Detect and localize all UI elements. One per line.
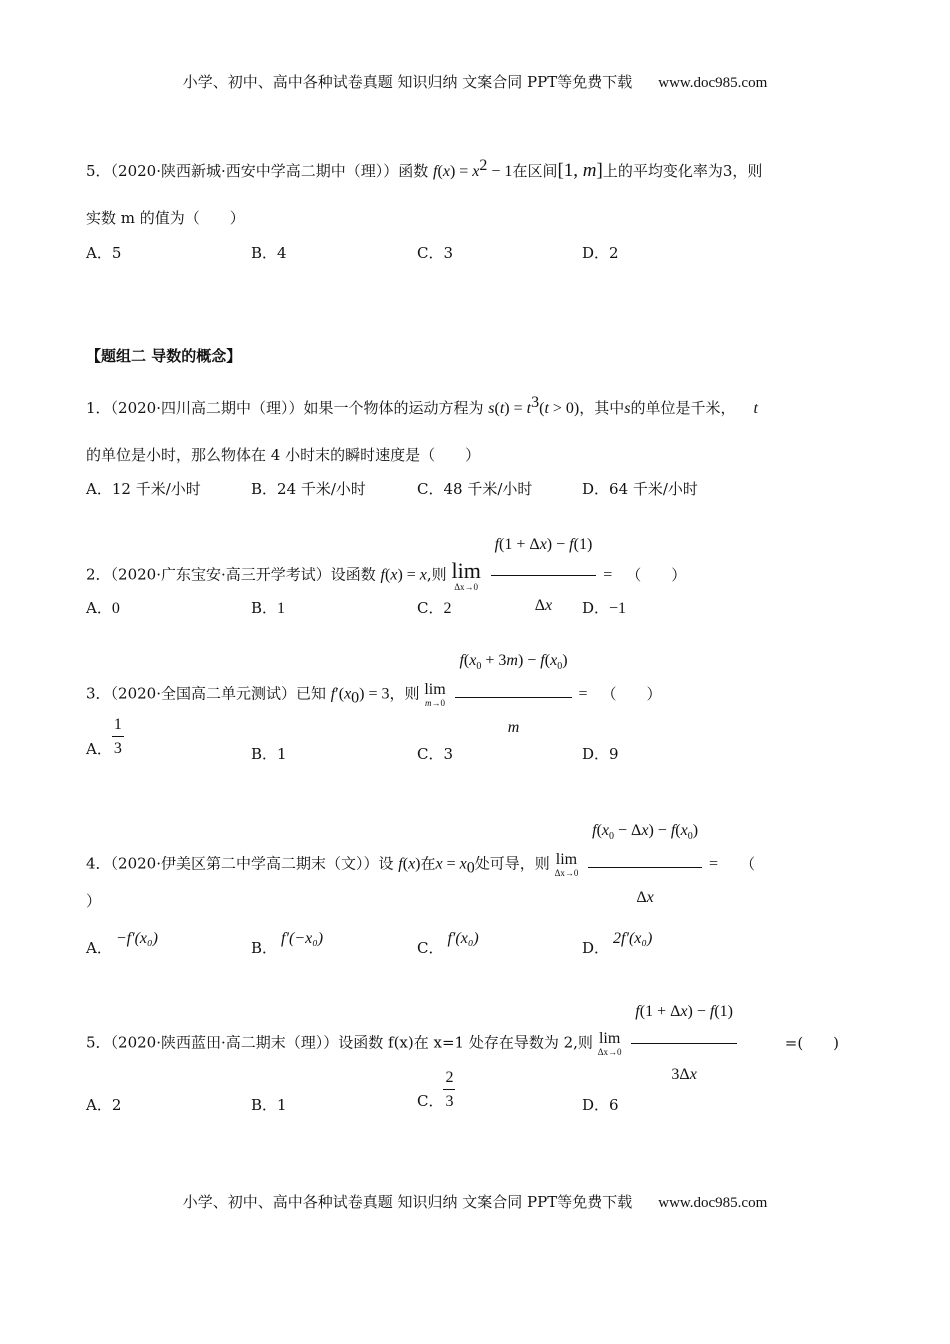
option-d: D．64 千米/小时	[582, 480, 698, 498]
option-c: C．48 千米/小时	[417, 480, 533, 498]
option-d: D．9	[582, 745, 619, 763]
formula-fraction: $\frac{f(1 + \Delta x) - f(1)}{\Delta x}$	[491, 517, 597, 634]
option-b: B．24 千米/小时	[251, 480, 366, 498]
footer-url[interactable]: www.doc985.com	[658, 1195, 768, 1211]
question-2-stem: 2．（2020·广东宝安·高三开学考试）设函数 f(x) = x,则 lim Δx→0 $\frac{f(1 + \Delta x) - f(1)}{\Delta x}$ = （ ）	[86, 517, 686, 634]
formula-interval: [1, m]	[557, 160, 603, 181]
option-c: C． $\frac{2}{3}$	[417, 1069, 454, 1110]
formula-fraction: $\frac{f(x_0 - \Delta x) - f(x_0)}{\Delta x}$	[588, 803, 702, 926]
option-b: B．f′(−x₀)	[251, 930, 324, 957]
question-5a-stem: 5．（2020·陕西新城·西安中学高二期中（理））函数 $f(x) = x^2 - 1$在区间[1, m]上的平均变化率为3，则	[86, 157, 763, 181]
option-a: A．−f′(x₀)	[86, 930, 158, 957]
text: 上的平均变化率为3，则	[602, 162, 763, 180]
header-url[interactable]: www.doc985.com	[658, 75, 768, 91]
option-d: D．2f′(x₀)	[582, 930, 653, 957]
question-source: （2020·伊美区第二中学高二期末（文））设	[110, 854, 394, 873]
option-a: A．5	[86, 244, 122, 262]
option-c: C．f′(x₀)	[417, 930, 479, 957]
formula-motion: s	[488, 400, 495, 417]
formula-fraction: $\frac{f(1 + \Delta x) - f(1)}{3\Delta x}$	[631, 983, 737, 1104]
limit-operator: lim Δx→0	[597, 1029, 622, 1057]
limit-operator: lim Δx→0	[451, 557, 481, 592]
header-text: 小学、初中、高中各种试卷真题 知识归纳 文案合同 PPT等免费下载	[182, 73, 633, 91]
question-source: （2020·广东宝安·高三开学考试）设函数	[110, 565, 376, 584]
question-source: （2020·陕西蓝田·高二期末（理））设函数 f(x)在 x=1 处存在导数为 2,则	[110, 1033, 593, 1052]
question-1-stem: 1．（2020·四川高二期中（理））如果一个物体的运动方程为 $s(t) = t^3(t > 0)$，其中s的单位是千米， t	[86, 394, 758, 417]
page-footer	[0, 1191, 950, 1212]
option-d: D．2	[582, 244, 619, 262]
option-a: A．2	[86, 1096, 122, 1114]
question-4-stem: 4．（2020·伊美区第二中学高二期末（文））设 f(x)在$x = x_0$处可导，则 lim Δx→0 $\frac{f(x_0 - \Delta x) - f(x_0)}{\Delta x}$ = （	[86, 803, 755, 926]
limit-operator: lim m→0	[424, 680, 446, 708]
question-5b-stem: 5．（2020·陕西蓝田·高二期末（理））设函数 f(x)在 x=1 处存在导数为 2,则 lim Δx→0 $\frac{f(1 + \Delta x) - f(1)}{3\Delta x}$ =( )	[86, 983, 839, 1104]
option-a: A． $\frac{1}{3}$	[86, 716, 122, 758]
option-c: C．3	[417, 745, 454, 763]
question-source: （2020·四川高二期中（理））如果一个物体的运动方程为	[110, 399, 484, 417]
question-source: （2020·陕西新城·西安中学高二期中（理））函数	[110, 162, 429, 180]
option-b: B．1	[251, 599, 286, 617]
option-c: C．3	[417, 244, 454, 262]
option-b: B．4	[251, 244, 287, 262]
option-d: D．6	[582, 1096, 619, 1114]
option-a: A．12 千米/小时	[86, 480, 201, 498]
option-d: D．−1	[582, 599, 627, 617]
option-a: A．0	[86, 599, 120, 617]
footer-text: 小学、初中、高中各种试卷真题 知识归纳 文案合同 PPT等免费下载	[182, 1193, 633, 1211]
page-header	[0, 71, 950, 92]
option-b: B．1	[251, 1096, 287, 1114]
question-number: 5．	[86, 162, 111, 180]
formula-fx: f	[433, 163, 438, 180]
section-title: 【题组二 导数的概念】	[86, 347, 242, 365]
text: 在区间	[512, 162, 558, 180]
limit-operator: lim Δx→0	[554, 850, 579, 878]
formula-fraction: $\frac{f(x_0 + 3m) - f(x_0)}{m}$	[455, 633, 571, 756]
question-1-line2: 的单位是小时，那么物体在 4 小时末的瞬时速度是（ ）	[86, 446, 481, 464]
question-3-stem: 3．（2020·全国高二单元测试）已知 $f'(x_0) = 3$，则 lim m→0 $\frac{f(x_0 + 3m) - f(x_0)}{m}$ = （ ）	[86, 633, 662, 756]
option-b: B．1	[251, 745, 287, 763]
question-5a-line2: 实数 m 的值为（ ）	[86, 209, 245, 227]
question-4-line2: ）	[86, 892, 102, 910]
question-source: （2020·全国高二单元测试）已知	[110, 684, 326, 703]
option-c: C．2	[417, 599, 452, 617]
